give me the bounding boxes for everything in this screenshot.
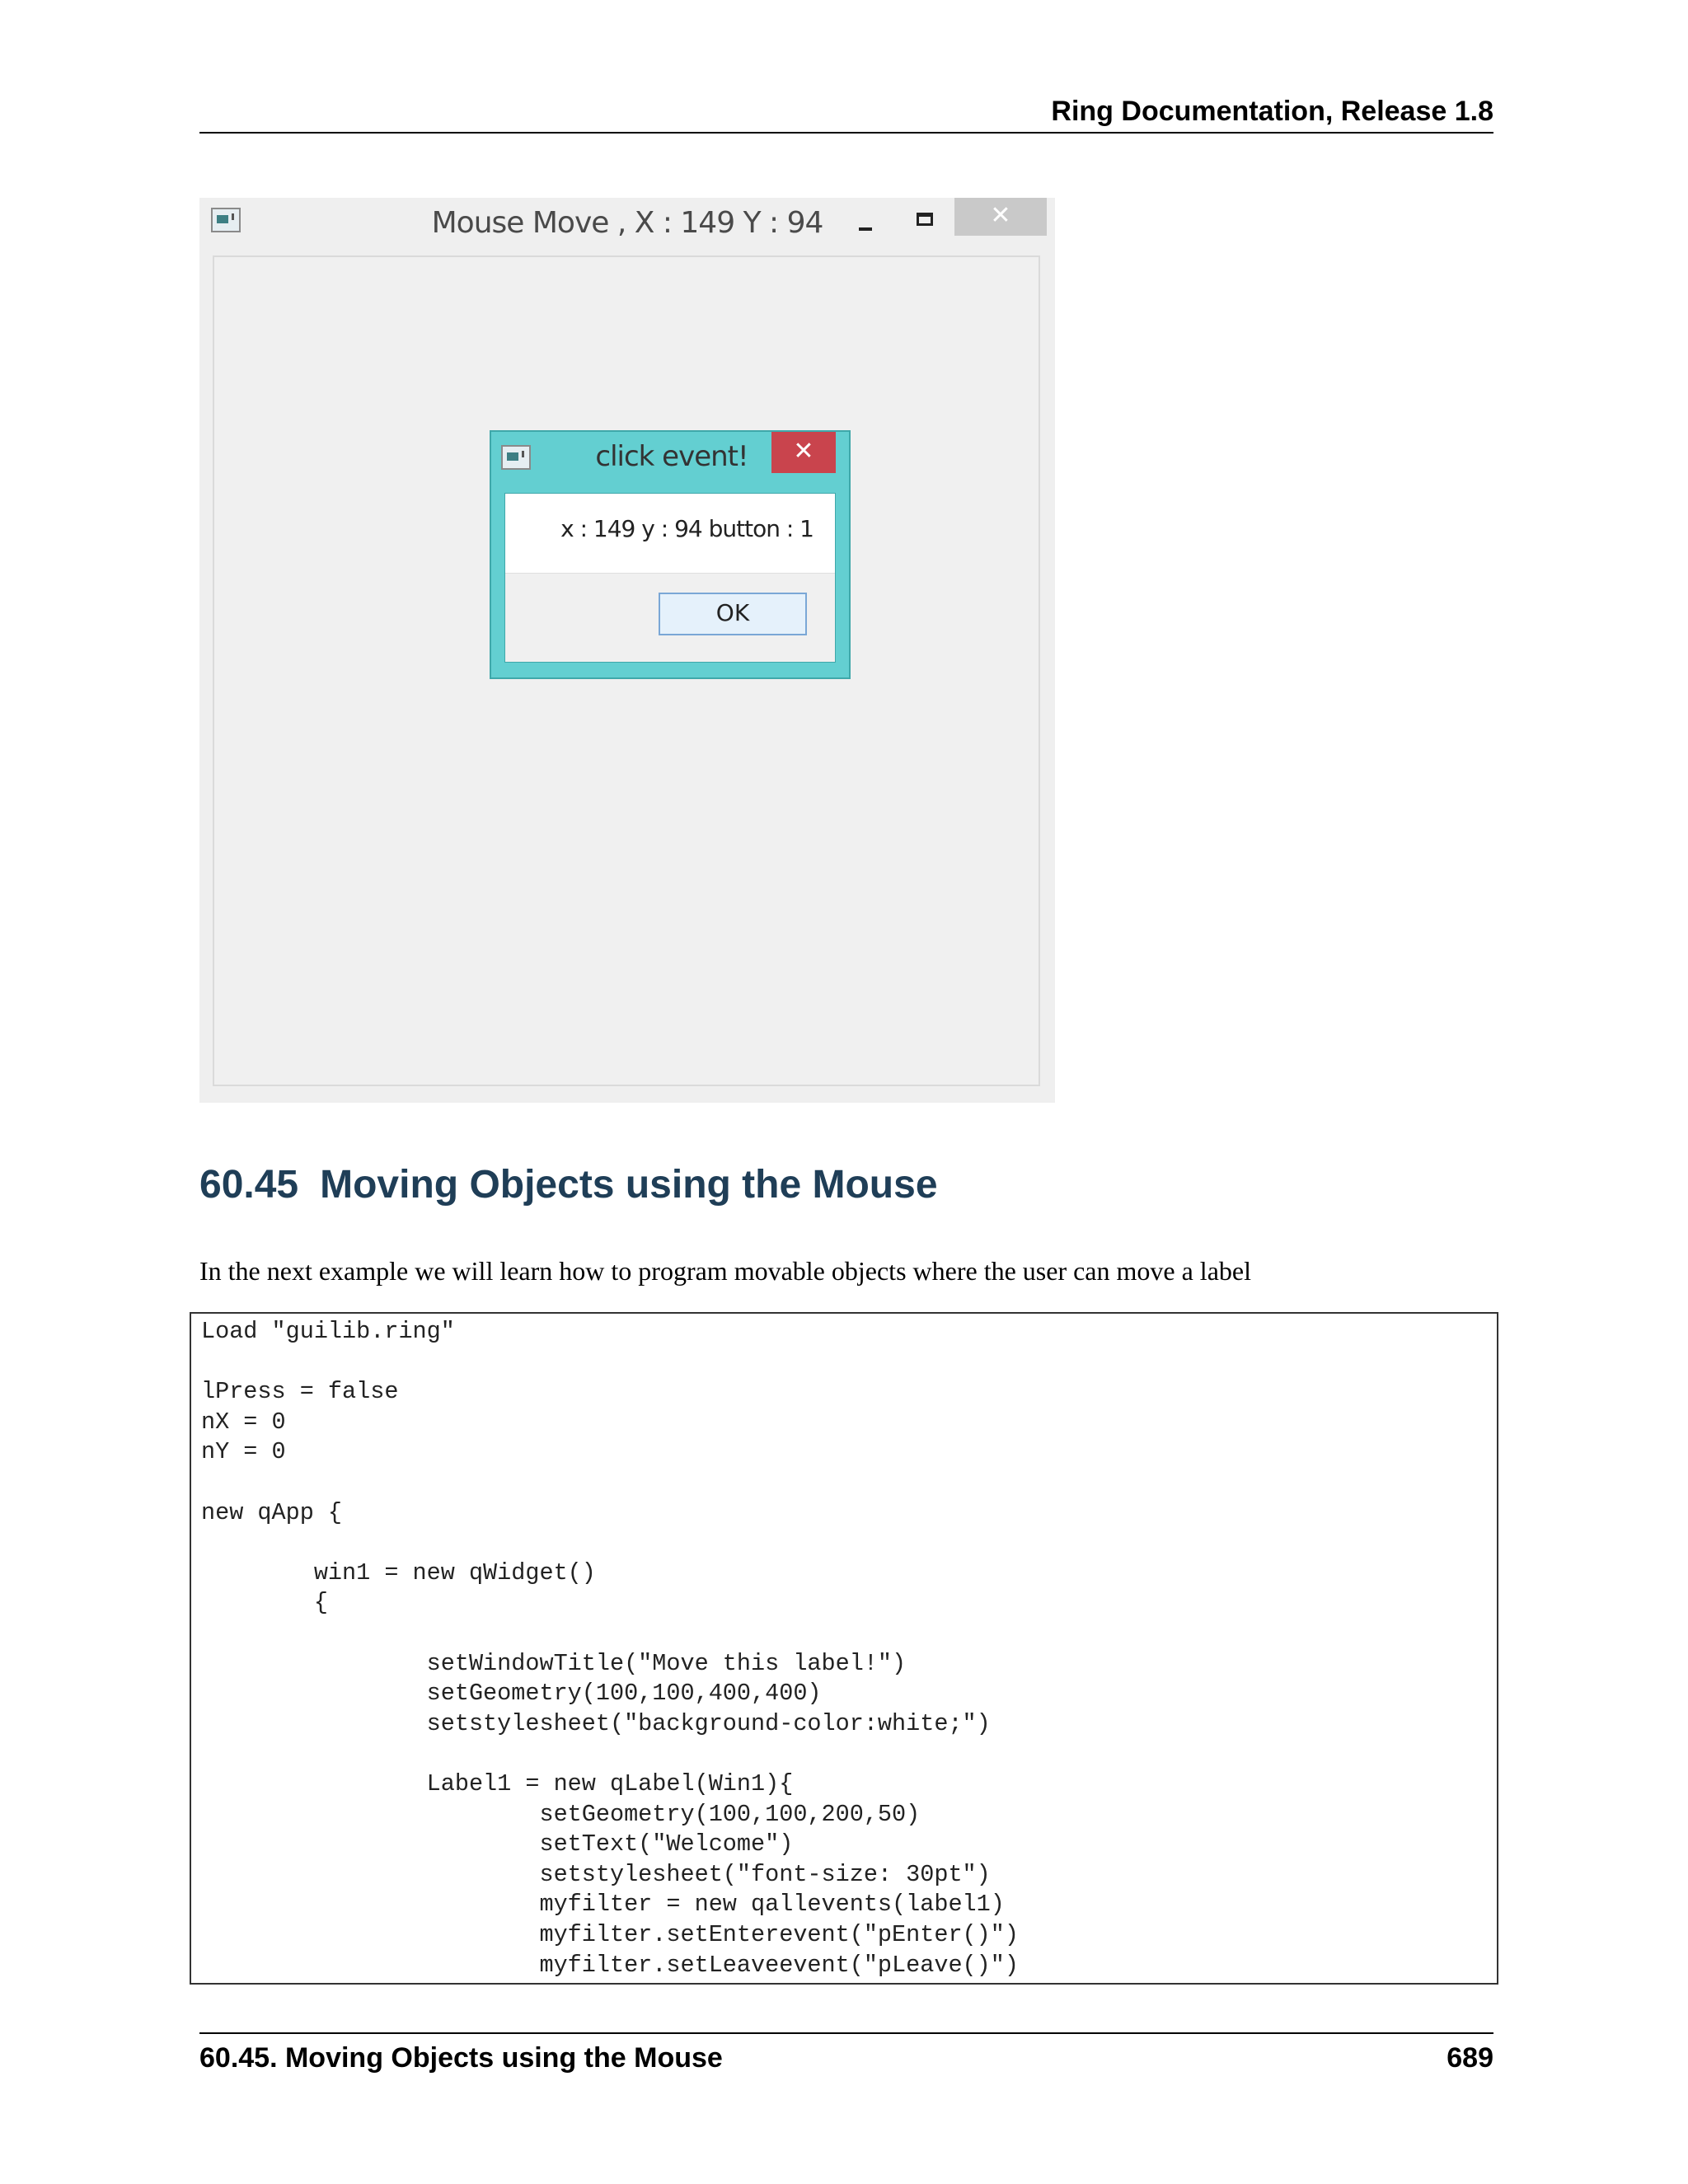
running-title: Ring Documentation, Release 1.8 xyxy=(1051,96,1493,127)
code-line: setstylesheet("background-color:white;") xyxy=(201,1709,991,1737)
ok-button[interactable]: OK xyxy=(659,593,807,635)
dialog-title: click event! xyxy=(595,440,748,473)
page-footer xyxy=(199,2032,1493,2074)
code-line: nY = 0 xyxy=(201,1438,286,1466)
code-line: lPress = false xyxy=(201,1378,399,1406)
code-line: win1 = new qWidget() xyxy=(201,1558,596,1586)
page-number: 689 xyxy=(1447,2042,1493,2074)
code-line: myfilter = new qallevents(label1) xyxy=(201,1891,1005,1919)
code-line: { xyxy=(201,1589,328,1617)
section-title: Moving Objects using the Mouse xyxy=(320,1163,938,1207)
dialog-close-icon[interactable]: ✕ xyxy=(771,432,836,473)
close-icon[interactable]: ✕ xyxy=(954,198,1047,236)
code-line: Label1 = new qLabel(Win1){ xyxy=(201,1770,794,1797)
code-line: setWindowTitle("Move this label!") xyxy=(201,1649,907,1677)
code-line: myfilter.setLeaveevent("pLeave()") xyxy=(201,1951,1019,1979)
code-line: setstylesheet("font-size: 30pt") xyxy=(201,1860,991,1888)
screenshot-figure xyxy=(199,198,1055,1103)
maximize-icon[interactable] xyxy=(910,204,943,237)
intro-paragraph: In the next example we will learn how to program movable objects where the user can move a label xyxy=(199,1256,1251,1286)
footer-section-ref: 60.45. Moving Objects using the Mouse xyxy=(199,2042,723,2074)
page-header xyxy=(199,92,1493,134)
section-number: 60.45 xyxy=(199,1163,299,1207)
minimize-icon[interactable] xyxy=(852,213,882,237)
code-line: myfilter.setEnterevent("pEnter()") xyxy=(201,1921,1019,1948)
code-block xyxy=(190,1312,1498,1985)
dialog-body xyxy=(504,493,836,663)
code-line: new qApp { xyxy=(201,1498,343,1526)
code-line: setGeometry(100,100,400,400) xyxy=(201,1680,822,1708)
dialog-message-area xyxy=(505,494,835,574)
code-line: Load "guilib.ring" xyxy=(201,1318,455,1345)
dialog-message: x : 149 y : 94 button : 1 xyxy=(560,515,814,542)
code-line: setText("Welcome") xyxy=(201,1830,794,1858)
click-event-dialog xyxy=(490,430,851,679)
main-window-title: Mouse Move , X : 149 Y : 94 xyxy=(431,206,823,240)
code-line: nX = 0 xyxy=(201,1408,286,1436)
code-line: setGeometry(100,100,200,50) xyxy=(201,1800,921,1828)
section-heading xyxy=(199,1162,938,1207)
